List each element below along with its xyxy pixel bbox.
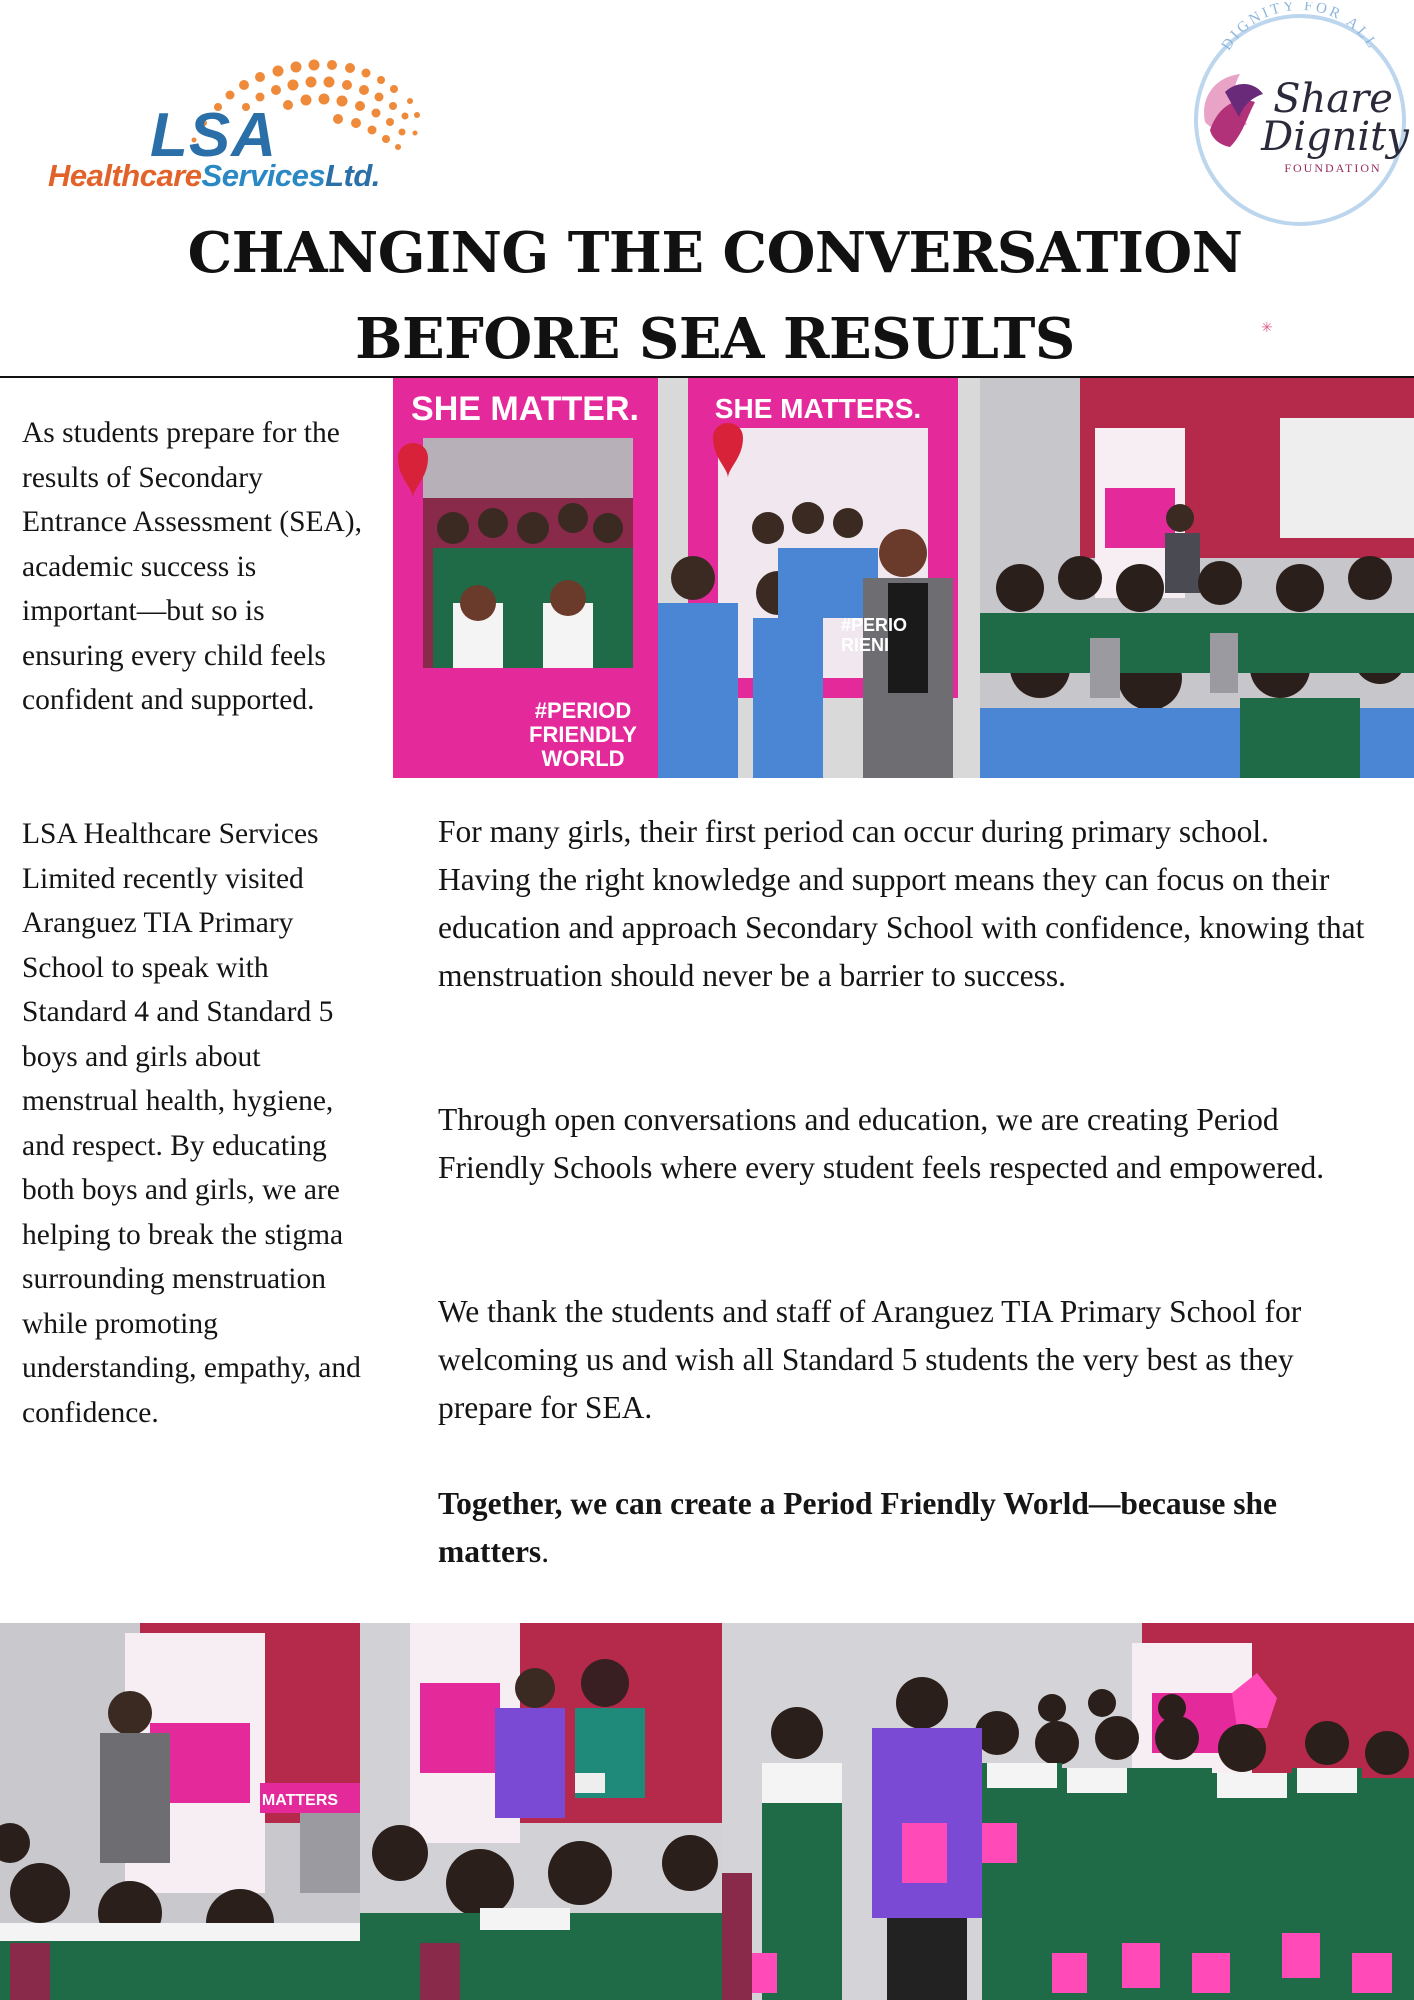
sidebar-visit-paragraph: LSA Healthcare Services Limited recently visited Aranguez TIA Primary School to speak with Standard 4 and Standard 5 boys and girls about menstrual health, hygiene, and respect. By educating both boys and girls, we are helping to break the stigma surrounding menstruation while promoting understanding, empathy, and confidence. bbox=[22, 818, 361, 1429]
banner-text-matters: MATTERS bbox=[261, 1792, 339, 1809]
frame-text-friendly-partial: RIENI bbox=[841, 635, 890, 655]
closing-period: . bbox=[541, 1534, 550, 1569]
photo-girls-with-frame bbox=[393, 378, 658, 778]
lsa-healthcare-logo bbox=[40, 45, 400, 195]
logo-script-dignity: Dignity bbox=[1261, 114, 1409, 160]
page-headline bbox=[150, 210, 1280, 382]
frame-text-friendly: FRIENDLY bbox=[529, 722, 637, 747]
frame-text-period-partial: #PERIO bbox=[841, 615, 908, 635]
share-dignity-foundation-logo bbox=[1185, 2, 1414, 234]
main-closing-statement bbox=[438, 1480, 1368, 1576]
sparkle-icon: ✳ bbox=[1261, 321, 1273, 336]
svg-text:DIGNITY FOR ALL bbox=[1219, 2, 1382, 53]
pink-flower-icon bbox=[1204, 74, 1263, 147]
main-paragraph-period-friendly-schools: Through open conversations and education, we are creating Period Friendly Schools where every student feels respected and empowered. bbox=[438, 1102, 1325, 1185]
lsa-wordmark: LSA bbox=[150, 101, 277, 170]
frame-text-she-matters: SHE MATTERS. bbox=[714, 393, 922, 424]
photo-classroom-presentation bbox=[980, 378, 1414, 778]
frame-text-period: #PERIOD bbox=[534, 698, 632, 723]
lsa-company-name: HealthcareServicesLtd. bbox=[48, 158, 380, 193]
logo-caption: FOUNDATION bbox=[1284, 161, 1382, 175]
main-paragraph-thanks: We thank the students and staff of Aranguez TIA Primary School for welcoming us and wish all Standard 5 students the very best as they prepare for SEA. bbox=[438, 1294, 1302, 1425]
closing-bold-text: Together, we can create a Period Friendly World—because she matters bbox=[438, 1486, 1278, 1569]
logo-arc-text: DIGNITY FOR ALL bbox=[1218, 2, 1382, 54]
frame-text-world: WORLD bbox=[541, 746, 625, 771]
photo-group-with-kits bbox=[722, 1623, 1414, 2000]
headline-line-1: CHANGING THE CONVERSATION bbox=[187, 220, 1243, 286]
photo-student-receiving-kit bbox=[360, 1623, 722, 2000]
photo-boys-with-presenter bbox=[658, 378, 980, 778]
frame-text-she-matter: SHE MATTER. bbox=[411, 390, 639, 428]
logo-script-share: Share bbox=[1273, 76, 1393, 122]
photo-presenter-signing bbox=[0, 1623, 360, 2000]
sidebar-intro-paragraph: As students prepare for the results of Secondary Entrance Assessment (SEA), academic success is important—but so is ensuring every child feels confident and supported. bbox=[22, 417, 362, 716]
main-paragraph-first-period: For many girls, their first period can occur during primary school. Having the right knowledge and support means they can focus on their education and approach Secondary School with confidence, knowing that menstruation should never be a barrier to success. bbox=[438, 814, 1365, 993]
headline-line-2: BEFORE SEA RESULTS bbox=[355, 306, 1075, 372]
